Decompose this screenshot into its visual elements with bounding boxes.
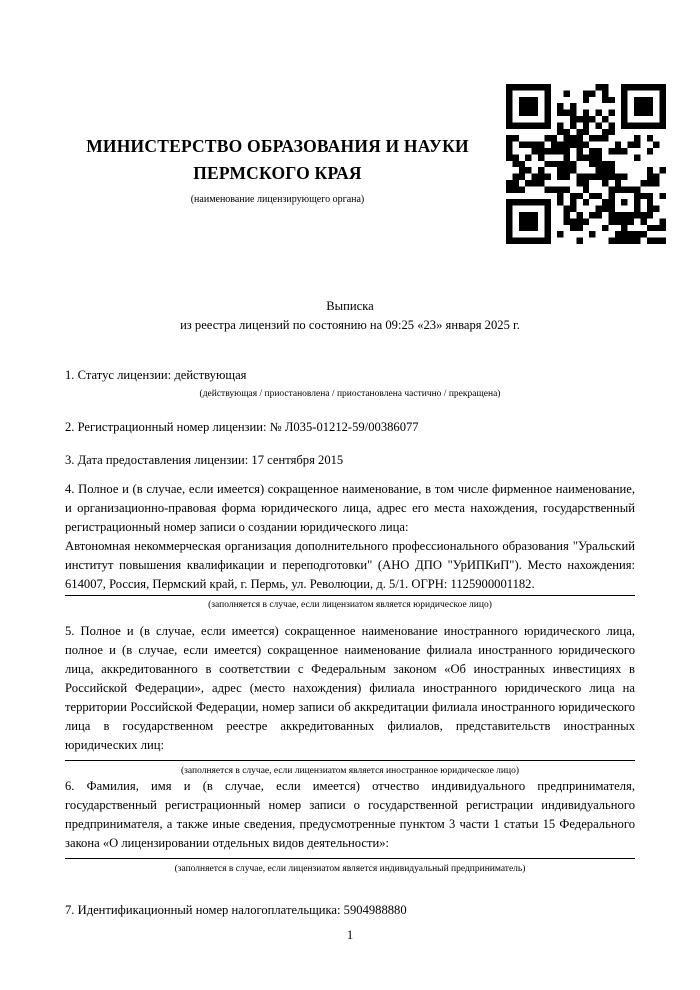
item-5-text: 5. Полное и (в случае, если имеется) сокращенное наименование иностранного юридического лица, полное и (в случае, если имеется) сокращенное наименование филиала иностранного юридического лица, аккредитованного в соответствии с Федеральным законом «Об иностранных инвестициях в Российской Федерации», адрес (место нахождения) филиала иностранного юридического лица на территории Российской Федерации, номер записи об аккредитации филиала иностранного юридического лица в государственном реестре аккредитованных филиалов, представительств иностранных юридических лиц: <box>65 624 635 752</box>
page-number: 1 <box>346 928 354 942</box>
item-4-caption: (заполняется в случае, если лицензиатом является юридическое лицо) <box>208 600 492 610</box>
item-3-text: 3. Дата предоставления лицензии: 17 сентября 2015 <box>65 453 344 467</box>
item-3-license-date <box>65 451 635 470</box>
item-2-text: 2. Регистрационный номер лицензии: № Л035-01212-59/00386077 <box>65 420 419 434</box>
item-7-text: 7. Идентификационный номер налогоплательщика: 5904988880 <box>65 903 407 917</box>
item-6-blank-line <box>65 858 635 859</box>
qr-code-icon <box>506 84 666 244</box>
title-line-1: Выписка <box>326 299 374 313</box>
ministry-line-2: ПЕРМСКОГО КРАЯ <box>193 163 362 183</box>
item-1-text: 1. Статус лицензии: действующая <box>65 368 247 382</box>
item-4-text: 4. Полное и (в случае, если имеется) сокращенное наименование, в том числе фирменное наименование, и организационно-правовая форма юридического лица, адрес его места нахождения, государственный регистрационный номер записи о создании юридического лица: <box>65 482 635 534</box>
item-4-value: Автономная некоммерческая организация дополнительного профессионального образования "Уральский институт повышения квалификации и переподготовки" (АНО ДПО "УрИПКиП"). Место нахождения: 614007, Россия, Пермский край, г. Пермь, ул. Революции, д. 5/1. ОГРН: 1125900001182. <box>65 537 635 596</box>
item-4-legal-entity <box>65 480 635 611</box>
item-5-caption: (заполняется в случае, если лицензиатом является иностранное юридическое лицо) <box>181 766 519 776</box>
item-6-text: 6. Фамилия, имя и (в случае, если имеется) отчество индивидуального предпринимателя, государственный регистрационный номер записи о государственной регистрации индивидуального предпринимателя, а также иные сведения, предусмотренные пунктом 3 части 1 статьи 15 Федерального закона «О лицензировании отдельных видов деятельности»: <box>65 779 635 850</box>
item-2-registration-number <box>65 418 635 437</box>
item-1-caption: (действующая / приостановлена / приостановлена частично / прекращена) <box>199 389 501 399</box>
item-5-foreign-entity <box>65 622 635 777</box>
document-title <box>65 297 635 334</box>
title-line-2: из реестра лицензий по состоянию на 09:25 «23» января 2025 г. <box>180 317 520 332</box>
item-7-taxpayer-id <box>65 901 635 920</box>
document-header <box>65 133 490 206</box>
licensing-authority-name <box>65 133 490 187</box>
item-6-caption: (заполняется в случае, если лицензиатом является индивидуальный предприниматель) <box>174 864 526 874</box>
item-1-license-status <box>65 366 635 400</box>
ministry-line-1: МИНИСТЕРСТВО ОБРАЗОВАНИЯ И НАУКИ <box>86 136 469 156</box>
item-5-blank-line <box>65 760 635 761</box>
item-6-individual-entrepreneur <box>65 777 635 875</box>
licensing-authority-caption: (наименование лицензирующего органа) <box>190 194 365 205</box>
